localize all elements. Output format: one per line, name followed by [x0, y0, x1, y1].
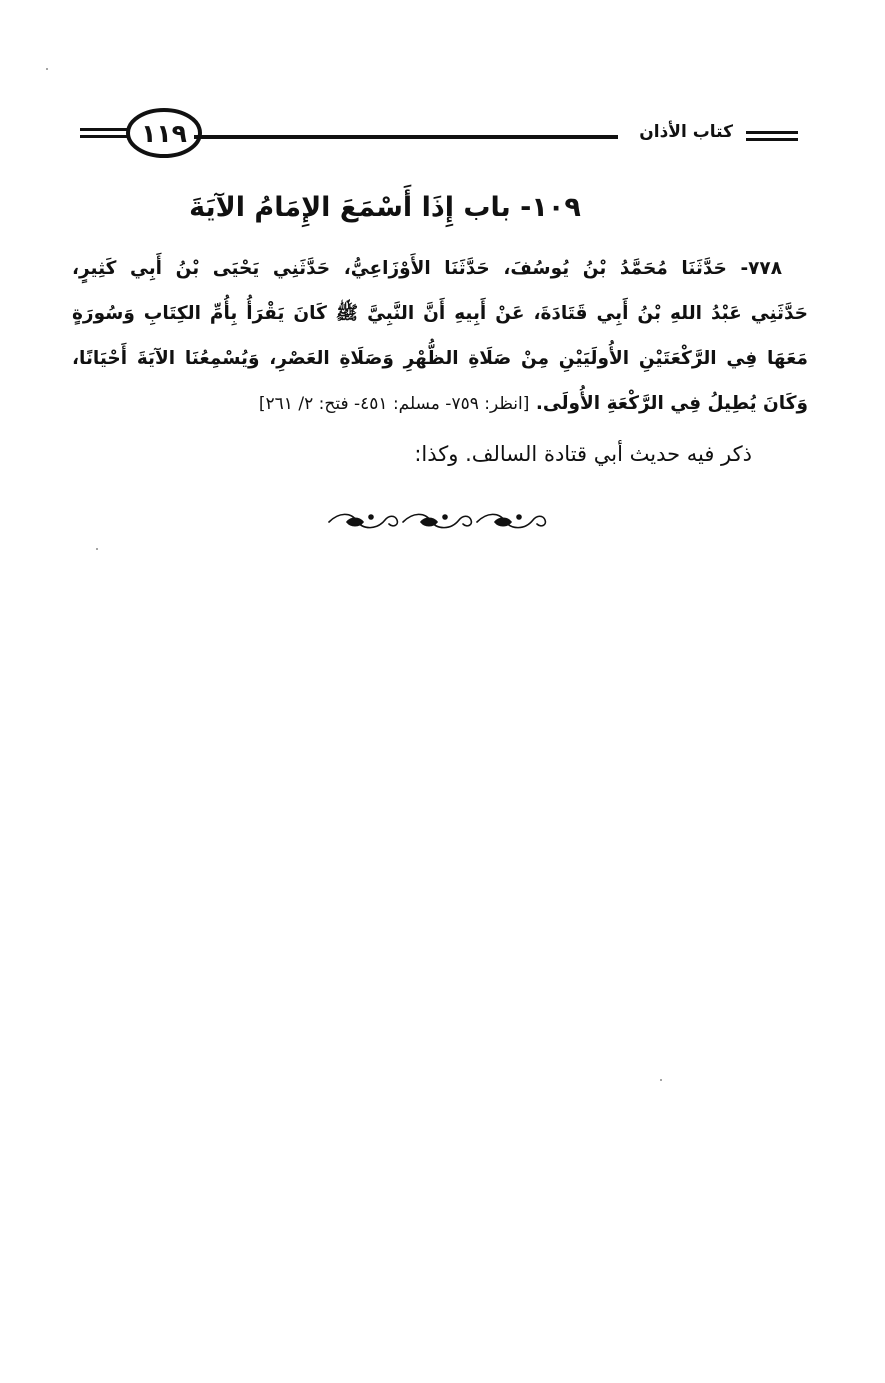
book-title: كتاب الأذان — [639, 122, 733, 142]
running-header — [70, 105, 805, 165]
hadith-block — [72, 246, 808, 426]
hadith-line-4 — [72, 381, 808, 426]
hadith-references: [انظر: ٧٥٩- مسلم: ٤٥١- فتح: ٢/ ٢٦١] — [258, 394, 530, 414]
hadith-line-1: ٧٧٨- حَدَّثَنَا مُحَمَّدُ بْنُ يُوسُفَ، حَدَّثَنَا الأَوْزَاعِيُّ، حَدَّثَنِي يَحْيَى بْنُ أَبِي كَثِيرٍ، — [72, 258, 782, 279]
chapter-heading: ١٠٩- باب إِذَا أَسْمَعَ الإِمَامُ الآيَةَ — [189, 192, 581, 223]
hadith-line-3: مَعَهَا فِي الرَّكْعَتَيْنِ الأُولَيَيْنِ مِنْ صَلَاةِ الظُّهْرِ وَصَلَاةِ العَصْرِ، وَيُسْمِعُنَا الآيَةَ أَحْيَانًا، — [72, 348, 808, 369]
scan-speck — [96, 548, 98, 550]
floral-divider-icon — [323, 508, 553, 534]
scan-speck — [46, 68, 48, 70]
page-number: ١١٩ — [141, 119, 187, 148]
hadith-line-2: حَدَّثَنِي عَبْدُ اللهِ بْنُ أَبِي قَتَادَةَ، عَنْ أَبِيهِ أَنَّ النَّبِيَّ ﷺ كَانَ يَقْرَأُ بِأُمِّ الكِتَابِ وَسُورَةٍ — [72, 303, 808, 324]
commentary-text: ذكر فيه حديث أبي قتادة السالف. وكذا: — [414, 442, 752, 466]
hadith-closing-text: وَكَانَ يُطِيلُ فِي الرَّكْعَةِ الأُولَى. — [535, 393, 808, 414]
scan-speck — [660, 1079, 662, 1081]
